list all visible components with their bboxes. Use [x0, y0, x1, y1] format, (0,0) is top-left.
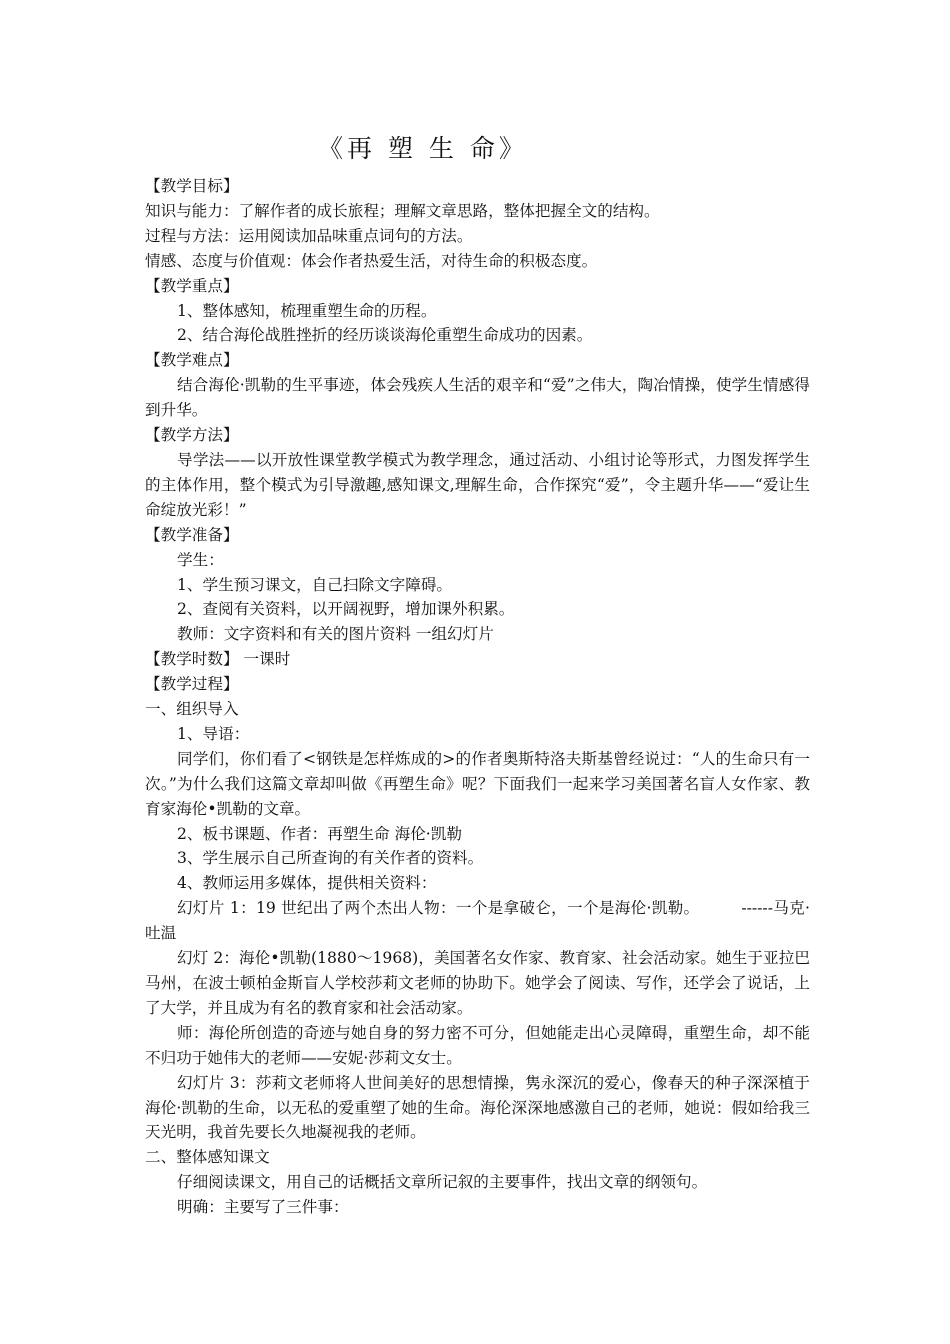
paragraph: 2、结合海伦战胜挫折的经历谈谈海伦重塑生命成功的因素。	[177, 326, 593, 345]
paragraph: 过程与方法：运用阅读加品味重点词句的方法。	[145, 226, 473, 245]
paragraph: 结合海伦·凯勒的生平事迹，体会残疾人生活的艰辛和“爱”之伟大，陶冶情操，使学生情感得到升华。	[145, 376, 810, 420]
section-heading: 【教学过程】	[145, 675, 239, 694]
document-body	[145, 174, 810, 1220]
section-heading: 【教学难点】	[145, 351, 239, 370]
paragraph: 3、学生展示自己所查询的有关作者的资料。	[177, 849, 484, 868]
paragraph: 一、组织导入	[145, 700, 239, 719]
paragraph: 1、学生预习课文，自己扫除文字障碍。	[177, 575, 453, 594]
paragraph: 同学们，你们看了<钢铁是怎样炼成的>的作者奥斯特洛夫斯基曾经说过：“人的生命只有一次。”为什么我们这篇文章却叫做《再塑生命》呢？下面我们一起来学习美国著名盲人女作家、教育家海伦•凯勒的文章。	[145, 749, 810, 818]
paragraph: 2、板书课题、作者：再塑生命 海伦·凯勒	[177, 824, 462, 843]
paragraph: 仔细阅读课文，用自己的话概括文章所记叙的主要事件，找出文章的纲领句。	[177, 1173, 708, 1192]
section-heading: 【教学准备】	[145, 525, 239, 544]
paragraph: 1、导语：	[177, 724, 250, 743]
paragraph: 二、整体感知课文	[145, 1148, 270, 1167]
paragraph: 幻灯片 3：莎莉文老师将人世间美好的思想情操，隽永深沉的爱心，像春天的种子深深植于海伦·凯勒的生命，以无私的爱重塑了她的生命。海伦深深地感激自己的老师，她说：假如给我三天光明，我首先要长久地凝视我的老师。	[145, 1073, 810, 1142]
paragraph: 2、查阅有关资料，以开阔视野，增加课外积累。	[177, 600, 515, 619]
paragraph: 导学法——以开放性课堂教学模式为教学理念，通过活动、小组讨论等形式，力图发挥学生的主体作用，整个模式为引导激趣,感知课文,理解生命，合作探究“爱”，令主题升华——“爱让生命绽放光彩！”	[145, 450, 810, 519]
section-heading: 【教学目标】	[145, 177, 239, 195]
paragraph: 1、整体感知，梳理重塑生命的历程。	[177, 301, 437, 320]
paragraph: 教师：文字资料和有关的图片资料 一组幻灯片	[177, 625, 494, 644]
document-title: 《再 塑 生 命》	[318, 134, 528, 163]
paragraph: 幻灯 2：海伦•凯勒(1880～1968)，美国著名女作家、教育家、社会活动家。她生于亚拉巴马州，在波士顿柏金斯盲人学校莎莉文老师的协助下。她学会了阅读、写作，还学会了说话，上了大学，并且成为有名的教育家和社会活动家。	[145, 949, 810, 1017]
paragraph: 学生：	[177, 550, 224, 569]
section-heading: 【教学重点】	[145, 276, 239, 295]
paragraph: 4、教师运用多媒体，提供相关资料：	[177, 874, 437, 893]
paragraph: 明确：主要写了三件事：	[177, 1198, 349, 1217]
paragraph: 幻灯片 1：19 世纪出了两个杰出人物：一个是拿破仑，一个是海伦·凯勒。 ------马克·吐温	[145, 899, 810, 943]
paragraph: 情感、态度与价值观：体会作者热爱生活，对待生命的积极态度。	[145, 251, 598, 270]
paragraph: 知识与能力：了解作者的成长旅程；理解文章思路，整体把握全文的结构。	[145, 201, 660, 220]
section-heading: 【教学时数】 一课时	[145, 650, 291, 669]
paragraph: 师：海伦所创造的奇迹与她自身的努力密不可分，但她能走出心灵障碍，重塑生命，却不能不归功于她伟大的老师——安妮·莎莉文女士。	[145, 1023, 810, 1067]
section-heading: 【教学方法】	[145, 426, 239, 445]
